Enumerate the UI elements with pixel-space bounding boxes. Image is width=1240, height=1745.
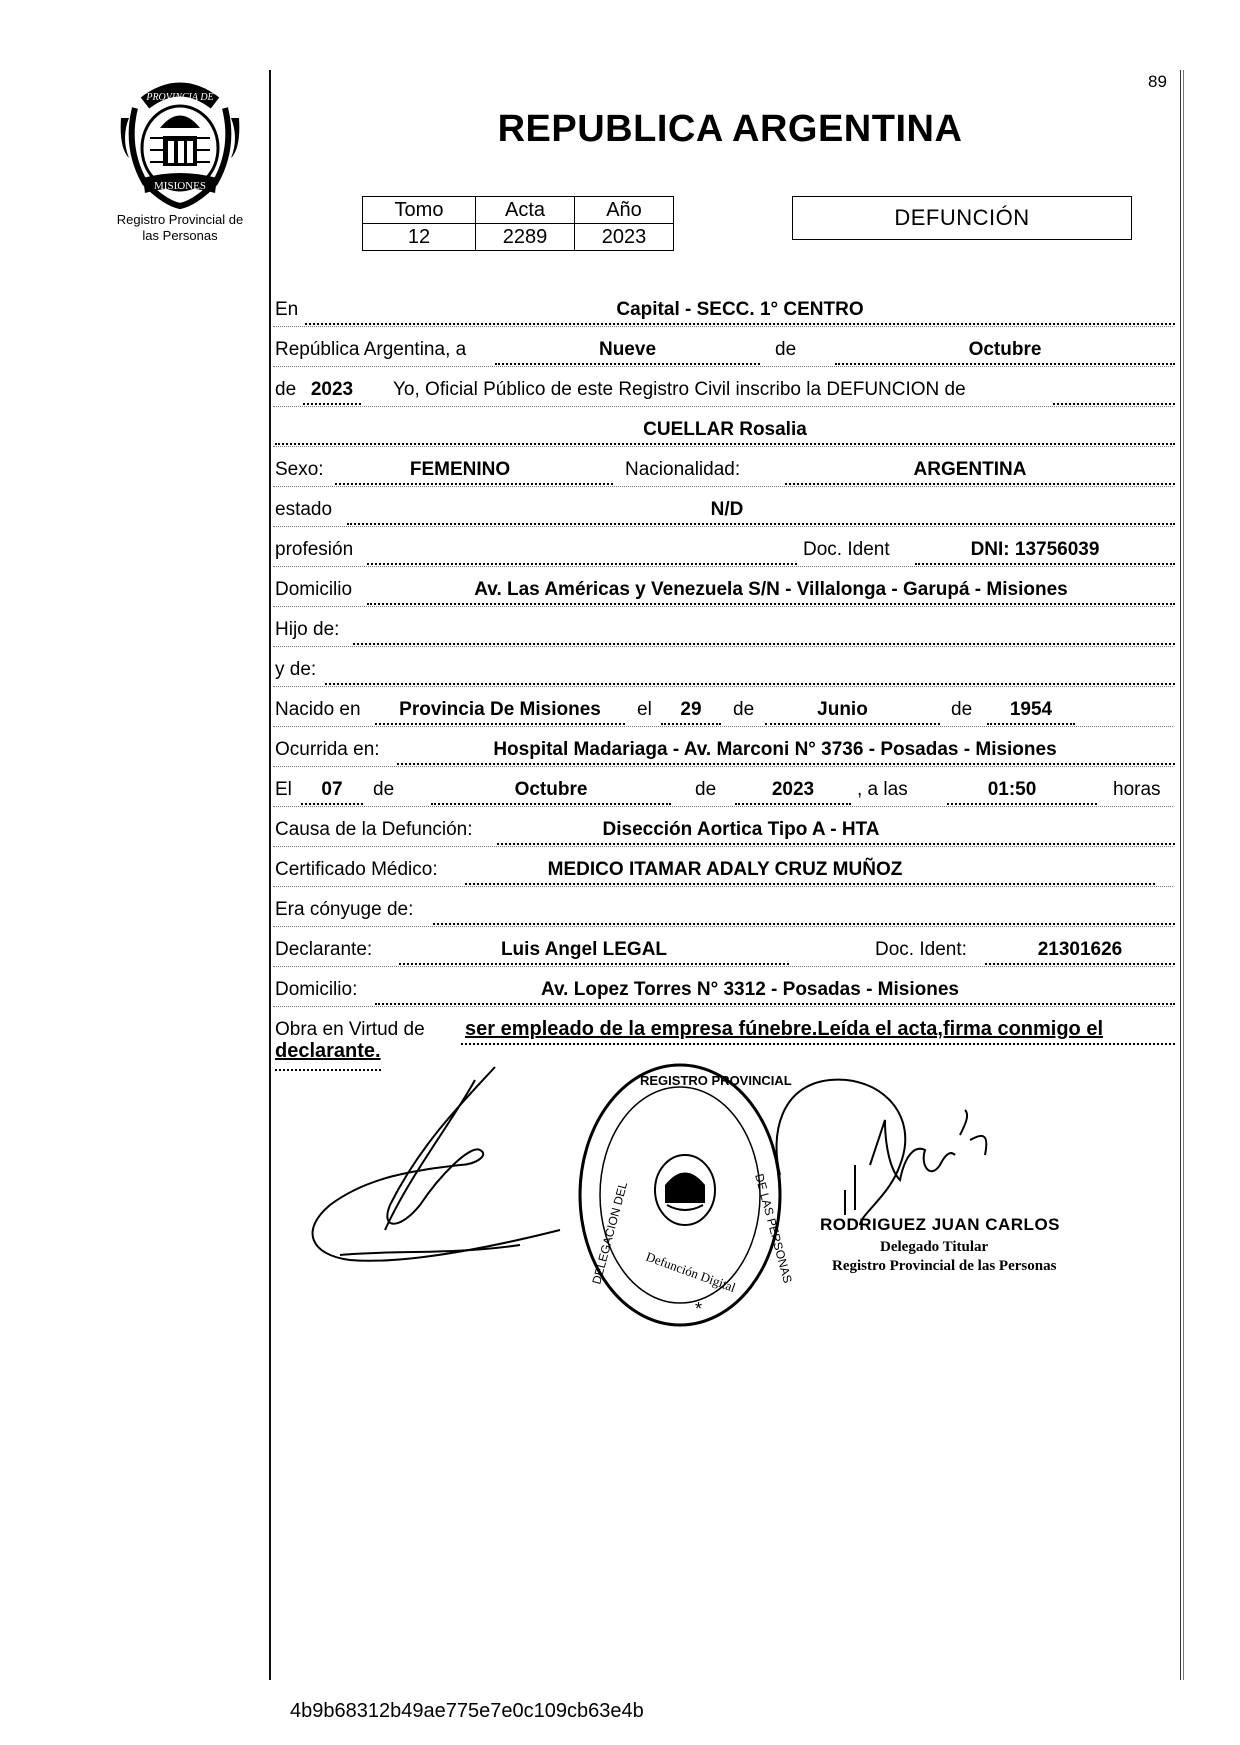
def-de2-label: de bbox=[695, 779, 717, 800]
row-year bbox=[275, 373, 1175, 405]
row-hijo-de bbox=[275, 613, 1175, 645]
svg-text:Defunción Digital: Defunción Digital bbox=[643, 1248, 738, 1296]
causa-label: Causa de la Defunción: bbox=[275, 819, 473, 840]
domicilio-label: Domicilio bbox=[275, 579, 353, 600]
right-margin-line bbox=[1180, 70, 1181, 1680]
declarante-value: Luis Angel LEGAL bbox=[500, 939, 668, 960]
def-year-value: 2023 bbox=[771, 779, 815, 800]
deceased-name: CUELLAR Rosalia bbox=[643, 419, 807, 440]
row-nacido bbox=[275, 693, 1175, 725]
ocurrida-value: Hospital Madariaga - Av. Marconi N° 3736 - Posadas - Misiones bbox=[493, 739, 1057, 760]
el-label: El bbox=[275, 779, 292, 800]
ocurrida-label: Ocurrida en: bbox=[275, 739, 380, 760]
separator bbox=[273, 566, 1173, 567]
official-role: Delegado Titular bbox=[880, 1239, 989, 1255]
row-certificado bbox=[275, 853, 1175, 885]
acta-value: 2289 bbox=[476, 224, 575, 251]
doc-value: DNI: 13756039 bbox=[970, 539, 1100, 560]
nacionalidad-label: Nacionalidad: bbox=[625, 459, 741, 480]
row-domicilio-declarante bbox=[275, 973, 1175, 1005]
svg-text:MISIONES: MISIONES bbox=[154, 180, 206, 192]
domicilio2-value: Av. Lopez Torres N° 3312 - Posadas - Misiones bbox=[541, 979, 959, 1000]
row-domicilio bbox=[275, 573, 1175, 605]
horas-label: horas bbox=[1113, 779, 1161, 800]
causa-value: Disección Aortica Tipo A - HTA bbox=[602, 819, 880, 840]
row-obra bbox=[275, 1013, 1175, 1045]
separator bbox=[273, 806, 1173, 807]
right-margin-line-shadow bbox=[1183, 70, 1184, 1680]
domicilio2-label: Domicilio: bbox=[275, 979, 358, 1000]
year-value: 2023 bbox=[310, 379, 354, 400]
row-y-de bbox=[275, 653, 1175, 685]
conyuge-label: Era cónyuge de: bbox=[275, 899, 414, 920]
obra-label: Obra en Virtud de bbox=[275, 1019, 425, 1040]
row-fecha-defuncion bbox=[275, 773, 1175, 805]
declarant-signature bbox=[313, 1067, 560, 1261]
svg-text:REGISTRO PROVINCIAL: REGISTRO PROVINCIAL bbox=[640, 1073, 792, 1088]
separator bbox=[273, 1006, 1173, 1007]
svg-text:PROVINCIA DE: PROVINCIA DE bbox=[146, 92, 214, 103]
svg-text:DELEGACION DEL: DELEGACION DEL bbox=[589, 1180, 631, 1286]
a-las-label: , a las bbox=[857, 779, 908, 800]
row-profesion bbox=[275, 533, 1175, 565]
month-value: Octubre bbox=[968, 339, 1042, 360]
inscription-field bbox=[1053, 373, 1175, 405]
nacido-label: Nacido en bbox=[275, 699, 361, 720]
nacido-el-label: el bbox=[637, 699, 652, 720]
nacionalidad-value: ARGENTINA bbox=[913, 459, 1027, 480]
hijo-de-label: Hijo de: bbox=[275, 619, 340, 640]
declarante-doc-value: 21301626 bbox=[1037, 939, 1123, 960]
separator bbox=[273, 646, 1173, 647]
separator bbox=[273, 726, 1173, 727]
separator bbox=[273, 886, 1173, 887]
declarante-doc-label: Doc. Ident: bbox=[875, 939, 967, 960]
nacido-de1-label: de bbox=[733, 699, 755, 720]
conyuge-field bbox=[433, 893, 1175, 925]
separator bbox=[273, 526, 1173, 527]
profesion-field bbox=[367, 533, 797, 565]
nacido-de2-label: de bbox=[951, 699, 973, 720]
row-declarante bbox=[275, 933, 1175, 965]
doc-label: Doc. Ident bbox=[803, 539, 890, 560]
row-ocurrida bbox=[275, 733, 1175, 765]
obra-value-line2: declarante. bbox=[275, 1040, 381, 1071]
sexo-value: FEMENINO bbox=[409, 459, 511, 480]
official-signature bbox=[777, 1080, 987, 1225]
nacido-year-value: 1954 bbox=[1009, 699, 1053, 720]
issuer-caption-line2: las Personas bbox=[142, 228, 218, 243]
record-number-table bbox=[362, 196, 674, 251]
separator bbox=[273, 686, 1173, 687]
svg-text:DE LAS PERSONAS: DE LAS PERSONAS bbox=[752, 1172, 795, 1285]
certificado-label: Certificado Médico: bbox=[275, 859, 438, 880]
en-value: Capital - SECC. 1° CENTRO bbox=[616, 299, 864, 320]
separator bbox=[273, 366, 1173, 367]
de-label: de bbox=[775, 339, 797, 360]
def-day-value: 07 bbox=[321, 779, 343, 800]
tomo-header: Tomo bbox=[363, 197, 476, 224]
obra-value-line1: ser empleado de la empresa fúnebre.Leída el acta,firma conmigo el bbox=[465, 1018, 1104, 1040]
row-en bbox=[275, 293, 1175, 325]
record-type: DEFUNCIÓN bbox=[894, 205, 1030, 230]
separator bbox=[273, 486, 1173, 487]
page-number: 89 bbox=[1148, 72, 1167, 91]
official-org: Registro Provincial de las Personas bbox=[832, 1258, 1057, 1274]
separator bbox=[273, 606, 1173, 607]
en-label: En bbox=[275, 299, 299, 320]
svg-text:*: * bbox=[695, 1299, 703, 1319]
acta-header: Acta bbox=[476, 197, 575, 224]
y-de-label: y de: bbox=[275, 659, 317, 680]
row-causa bbox=[275, 813, 1175, 845]
estado-value: N/D bbox=[710, 499, 744, 520]
time-value: 01:50 bbox=[987, 779, 1037, 800]
separator bbox=[273, 406, 1173, 407]
separator bbox=[273, 846, 1173, 847]
tomo-value: 12 bbox=[363, 224, 476, 251]
nacido-month-value: Junio bbox=[817, 699, 868, 720]
signature-area bbox=[300, 1055, 1100, 1335]
row-fecha bbox=[275, 333, 1175, 365]
record-type-box bbox=[792, 196, 1132, 240]
row-name bbox=[275, 413, 1175, 445]
separator bbox=[273, 766, 1173, 767]
domicilio-value: Av. Las Américas y Venezuela S/N - Villalonga - Garupá - Misiones bbox=[474, 579, 1068, 600]
issuer-caption-line1: Registro Provincial de bbox=[116, 212, 244, 227]
issuer-caption bbox=[100, 212, 260, 244]
day-value: Nueve bbox=[598, 339, 657, 360]
y-de-field bbox=[325, 653, 1175, 685]
hijo-de-field bbox=[353, 613, 1175, 645]
row-estado bbox=[275, 493, 1175, 525]
def-month-value: Octubre bbox=[514, 779, 588, 800]
fecha-label: República Argentina, a bbox=[275, 339, 467, 360]
year-de-label: de bbox=[275, 379, 297, 400]
sexo-label: Sexo: bbox=[275, 459, 324, 480]
estado-label: estado bbox=[275, 499, 333, 520]
certificado-value: MEDICO ITAMAR ADALY CRUZ MUÑOZ bbox=[547, 859, 903, 880]
document-title: REPUBLICA ARGENTINA bbox=[497, 108, 963, 150]
declarante-label: Declarante: bbox=[275, 939, 373, 960]
row-sexo bbox=[275, 453, 1175, 485]
separator bbox=[273, 446, 1173, 447]
nacido-place-value: Provincia De Misiones bbox=[399, 699, 601, 720]
official-stamp bbox=[820, 1215, 1080, 1275]
separator bbox=[273, 966, 1173, 967]
anio-value: 2023 bbox=[575, 224, 674, 251]
left-margin-line bbox=[269, 70, 271, 1680]
official-name: RODRIGUEZ JUAN CARLOS bbox=[820, 1215, 1061, 1234]
separator bbox=[273, 326, 1173, 327]
separator bbox=[273, 926, 1173, 927]
row-conyuge bbox=[275, 893, 1175, 925]
inscription-text: Yo, Oficial Público de este Registro Civil inscribo la DEFUNCION de bbox=[393, 379, 966, 400]
document-hash: 4b9b68312b49ae775e7e0c109cb63e4b bbox=[290, 1700, 644, 1722]
anio-header: Año bbox=[575, 197, 674, 224]
official-seal bbox=[580, 1065, 795, 1325]
nacido-day-value: 29 bbox=[680, 699, 702, 720]
profesion-label: profesión bbox=[275, 539, 354, 560]
provincial-coat-of-arms-logo bbox=[115, 78, 245, 210]
def-de1-label: de bbox=[373, 779, 395, 800]
